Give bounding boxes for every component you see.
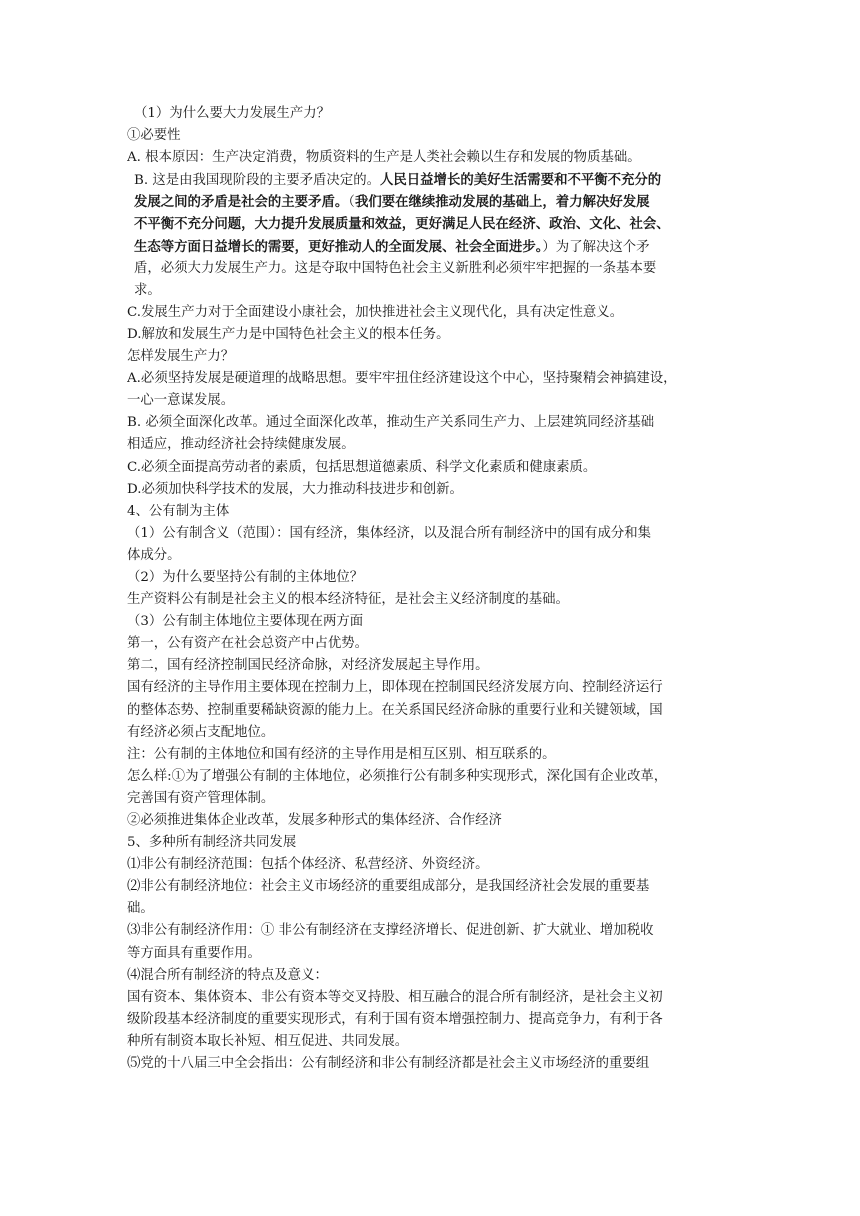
text-run: 怎么样:①为了增强公有制的主体地位，必须推行公有制多种实现形式，深化国有企业改革，: [127, 768, 668, 784]
bold-text-run: 生态等方面日益增长的需要，更好推动人的全面发展、社会全面进步。: [134, 238, 543, 255]
text-run: 础。: [127, 901, 154, 917]
text-run: （1）公有制含义（范围）：国有经济，集体经济，以及混合所有制经济中的国有成分和集: [127, 525, 652, 541]
text-run: B. 必须全面深化改革。通过全面深化改革，推动生产关系同生产力、上层建筑同经济基础: [127, 415, 655, 431]
text-line: [127, 545, 737, 567]
text-run: 4、公有制为主体: [127, 503, 230, 519]
text-run: ②必须推进集体企业改革，发展多种形式的集体经济、合作经济: [127, 813, 502, 828]
text-run: B. 这是由我国现阶段的主要矛盾决定的。: [134, 173, 380, 189]
text-line: [127, 457, 737, 479]
text-run: 有经济必须占支配地位。: [127, 724, 275, 740]
text-line: [127, 943, 737, 965]
text-run: 第二，国有经济控制国民经济命脉，对经济发展起主导作用。: [127, 658, 489, 674]
text-line: [127, 920, 737, 942]
text-line: [127, 213, 737, 235]
text-run: ）为了解决这个矛: [542, 239, 650, 255]
text-run: D.解放和发展生产力是中国特色社会主义的根本任务。: [127, 326, 450, 342]
text-line: [127, 589, 737, 611]
bold-text-run: 我们要在继续推动发展的基础上，着力解决好发展: [354, 194, 650, 211]
text-run: 国有经济的主导作用主要体现在控制力上，即体现在控制国民经济发展方向、控制经济运行: [127, 680, 663, 696]
text-run: ⑸党的十八届三中全会指出：公有制经济和非公有制经济都是社会主义市场经济的重要组: [127, 1056, 650, 1072]
text-line: [127, 368, 737, 390]
text-line: [127, 810, 737, 832]
text-line: [127, 523, 737, 545]
text-run: ⑷混合所有制经济的特点及意义：: [127, 967, 328, 983]
text-run: （: [348, 195, 355, 211]
text-line: [127, 1009, 737, 1031]
text-run: （2）为什么要坚持公有制的主体地位？: [127, 569, 364, 585]
text-run: （3）公有制主体地位主要体现在两方面: [127, 614, 364, 630]
text-line: [127, 1031, 737, 1053]
text-line: [127, 412, 737, 434]
text-run: 5、多种所有制经济共同发展: [127, 835, 297, 851]
text-line: [127, 832, 737, 854]
text-line: [127, 302, 737, 324]
text-line: [127, 191, 737, 213]
text-line: [127, 766, 737, 788]
bold-text-run: 不平衡不充分问题，大力提升发展质量和效益，更好满足人民在经济、政治、文化、社会、: [134, 216, 670, 233]
text-line: [127, 324, 737, 346]
text-line: [127, 876, 737, 898]
text-line: [127, 611, 737, 633]
text-run: ⑴非公有制经济范围：包括个体经济、私营经济、外资经济。: [127, 857, 489, 873]
text-run: 的整体态势、控制重要稀缺资源的能力上。在关系国民经济命脉的重要行业和关键领域，国: [127, 702, 663, 718]
text-line: [127, 103, 737, 125]
text-line: [127, 390, 737, 412]
text-line: [127, 655, 737, 677]
text-run: A. 根本原因：生产决定消费，物质资料的生产是人类社会赖以生存和发展的物质基础。: [127, 150, 641, 166]
bold-text-run: 人民日益增长的美好生活需要和不平衡不充分的: [380, 172, 662, 189]
text-line: [127, 965, 737, 987]
text-line: [127, 125, 737, 147]
text-line: [127, 236, 737, 258]
text-run: 求。: [134, 282, 161, 298]
text-line: [127, 147, 737, 169]
text-line: [127, 898, 737, 920]
text-run: 第一，公有资产在社会总资产中占优势。: [127, 636, 369, 652]
text-line: [127, 169, 737, 191]
text-line: [127, 854, 737, 876]
text-run: ⑶非公有制经济作用：① 非公有制经济在支撑经济增长、促进创新、扩大就业、增加税收: [127, 923, 654, 939]
text-run: C.必须全面提高劳动者的素质，包括思想道德素质、科学文化素质和健康素质。: [127, 459, 597, 475]
document-body: [127, 103, 737, 1075]
text-line: [127, 722, 737, 744]
text-run: 级阶段基本经济制度的重要实现形式，有利于国有资本增强控制力、提高竞争力，有利于各: [127, 1011, 663, 1027]
text-run: 相适应，推动经济社会持续健康发展。: [127, 437, 355, 453]
text-line: [127, 744, 737, 766]
bold-text-run: 发展之间的矛盾是社会的主要矛盾。: [134, 194, 349, 211]
text-line: [127, 633, 737, 655]
text-line: [127, 434, 737, 456]
text-line: [127, 700, 737, 722]
text-run: 一心一意谋发展。: [127, 393, 235, 409]
text-line: [127, 346, 737, 368]
text-run: 怎样发展生产力？: [127, 349, 235, 365]
text-run: D.必须加快科学技术的发展，大力推动科技进步和创新。: [127, 481, 463, 497]
text-line: [127, 501, 737, 523]
text-run: C.发展生产力对于全面建设小康社会，加快推进社会主义现代化，具有决定性意义。: [127, 304, 624, 320]
text-run: 国有资本、集体资本、非公有资本等交叉持股、相互融合的混合所有制经济，是社会主义初: [127, 989, 663, 1005]
text-run: 生产资料公有制是社会主义的根本经济特征，是社会主义经济制度的基础。: [127, 592, 569, 608]
text-line: [127, 987, 737, 1009]
text-run: 种所有制资本取长补短、相互促进、共同发展。: [127, 1033, 409, 1049]
text-run: 完善国有资产管理体制。: [127, 790, 275, 806]
text-line: [127, 479, 737, 501]
text-run: ⑵非公有制经济地位：社会主义市场经济的重要组成部分，是我国经济社会发展的重要基: [127, 879, 650, 895]
text-run: A.必须坚持发展是硬道理的战略思想。要牢牢扭住经济建设这个中心，坚持聚精会神搞建设，: [127, 371, 677, 387]
text-line: [127, 258, 737, 280]
text-line: [127, 567, 737, 589]
text-line: [127, 677, 737, 699]
text-run: ①必要性: [127, 128, 181, 144]
text-run: （1）为什么要大力发展生产力？: [134, 106, 330, 121]
text-run: 盾，必须大力发展生产力。这是夺取中国特色社会主义新胜利必须牢牢把握的一条基本要: [134, 260, 657, 276]
text-run: 注：公有制的主体地位和国有经济的主导作用是相互区别、相互联系的。: [127, 746, 556, 762]
text-line: [127, 1053, 737, 1075]
text-run: 等方面具有重要作用。: [127, 945, 261, 961]
text-line: [127, 280, 737, 302]
text-run: 体成分。: [127, 547, 181, 563]
text-line: [127, 788, 737, 810]
